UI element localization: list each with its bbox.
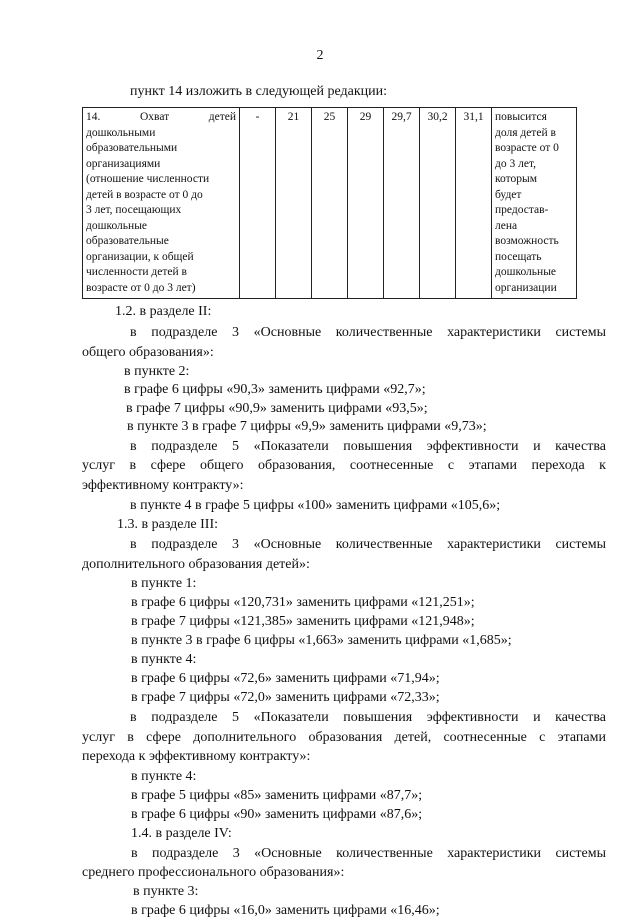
- body-line: в графе 5 цифры «85» заменить цифрами «87,7»;: [131, 788, 423, 803]
- intro-line: пункт 14 изложить в следующей редакции:: [130, 84, 387, 99]
- body-line: эффективному контракту»:: [82, 478, 244, 493]
- body-line: в графе 6 цифры «16,0» заменить цифрами «16,46»;: [131, 903, 440, 918]
- value-cell: 29,7: [384, 108, 420, 299]
- body-line: в пункте 2:: [124, 364, 190, 379]
- body-line: общего образования»:: [82, 345, 214, 360]
- body-line: в пункте 3 в графе 6 цифры «1,663» заменить цифрами «1,685»;: [131, 633, 512, 648]
- note-line: повысится: [495, 111, 547, 123]
- value-cell: 30,2: [420, 108, 456, 299]
- note-line: будет: [495, 188, 522, 201]
- body-line: в подразделе 3 «Основные количественные характеристики системы: [130, 325, 606, 340]
- value-cell: 31,1: [456, 108, 492, 299]
- body-line: в графе 7 цифры «72,0» заменить цифрами «72,33»;: [131, 690, 440, 705]
- body-line: в графе 6 цифры «72,6» заменить цифрами «71,94»;: [131, 671, 440, 686]
- value-cell: 21: [276, 108, 312, 299]
- indicator-table: [82, 107, 577, 299]
- page-number: 2: [316, 48, 324, 63]
- body-line: в графе 6 цифры «120,731» заменить цифрами «121,251»;: [131, 595, 475, 610]
- note-line: предостав-: [495, 204, 549, 216]
- indicator-name-line: численности детей в: [86, 266, 187, 278]
- body-line: среднего профессионального образования»:: [82, 865, 345, 880]
- note-line: лена: [495, 219, 518, 232]
- body-line: в пункте 4:: [131, 652, 197, 667]
- body-line: в графе 6 цифры «90,3» заменить цифрами «92,7»;: [124, 382, 426, 397]
- note-line: до 3 лет,: [495, 157, 536, 170]
- note-line: организации: [495, 281, 557, 294]
- indicator-name-line: дошкольные: [86, 219, 148, 232]
- indicator-name-line: организациями: [86, 157, 161, 170]
- body-line: услуг в сфере общего образования, соотнесенные с этапами перехода к: [82, 458, 606, 473]
- body-line: в подразделе 5 «Показатели повышения эффективности и качества: [130, 710, 606, 725]
- body-line: в подразделе 3 «Основные количественные характеристики системы: [131, 846, 606, 861]
- body-line: в пункте 3 в графе 7 цифры «9,9» заменить цифрами «9,73»;: [127, 419, 487, 434]
- body-line: в пункте 4:: [131, 769, 197, 784]
- body-line: в графе 7 цифры «121,385» заменить цифрами «121,948»;: [131, 614, 475, 629]
- note-line: возрасте от 0: [495, 142, 559, 154]
- body-line: в подразделе 3 «Основные количественные характеристики системы: [130, 537, 606, 552]
- body-line: в графе 6 цифры «90» заменить цифрами «87,6»;: [131, 807, 423, 822]
- indicator-name-cell: [83, 108, 240, 299]
- note-line: дошкольные: [495, 266, 557, 278]
- indicator-name-line: 14. Охват детей: [86, 111, 236, 123]
- body-line: перехода к эффективному контракту»:: [82, 749, 311, 764]
- note-cell: [492, 108, 577, 299]
- note-line: возможность: [495, 235, 559, 247]
- body-line: в пункте 3:: [133, 884, 199, 899]
- indicator-name-line: детей в возрасте от 0 до: [86, 188, 203, 201]
- indicator-name-line: 3 лет, посещающих: [86, 204, 182, 216]
- value-cell: 29: [348, 108, 384, 299]
- value-cell: 25: [312, 108, 348, 299]
- note-line: доля детей в: [495, 126, 556, 139]
- indicator-name-line: образовательные: [86, 235, 169, 247]
- table-row: [83, 108, 577, 299]
- body-line: в пункте 1:: [131, 576, 197, 591]
- indicator-name-line: образовательными: [86, 142, 178, 154]
- body-line: дополнительного образования детей»:: [82, 557, 310, 572]
- indicator-name-line: организации, к общей: [86, 250, 194, 263]
- body-line: 1.3. в разделе III:: [117, 517, 219, 532]
- body-line: в подразделе 5 «Показатели повышения эффективности и качества: [130, 439, 606, 454]
- indicator-name-line: (отношение численности: [86, 173, 210, 185]
- body-line: 1.4. в разделе IV:: [131, 826, 232, 841]
- body-line: в пункте 4 в графе 5 цифры «100» заменить цифрами «105,6»;: [130, 498, 501, 513]
- indicator-name-line: дошкольными: [86, 126, 156, 139]
- body-line: в графе 7 цифры «90,9» заменить цифрами «93,5»;: [126, 401, 428, 416]
- body-line: услуг в сфере дополнительного образования детей, соотнесенные с этапами: [82, 730, 606, 745]
- indicator-name-line: возрасте от 0 до 3 лет): [86, 281, 196, 294]
- body-line: 1.2. в разделе II:: [115, 304, 212, 319]
- value-cell: -: [240, 108, 276, 299]
- note-line: которым: [495, 173, 537, 185]
- note-line: посещать: [495, 250, 542, 263]
